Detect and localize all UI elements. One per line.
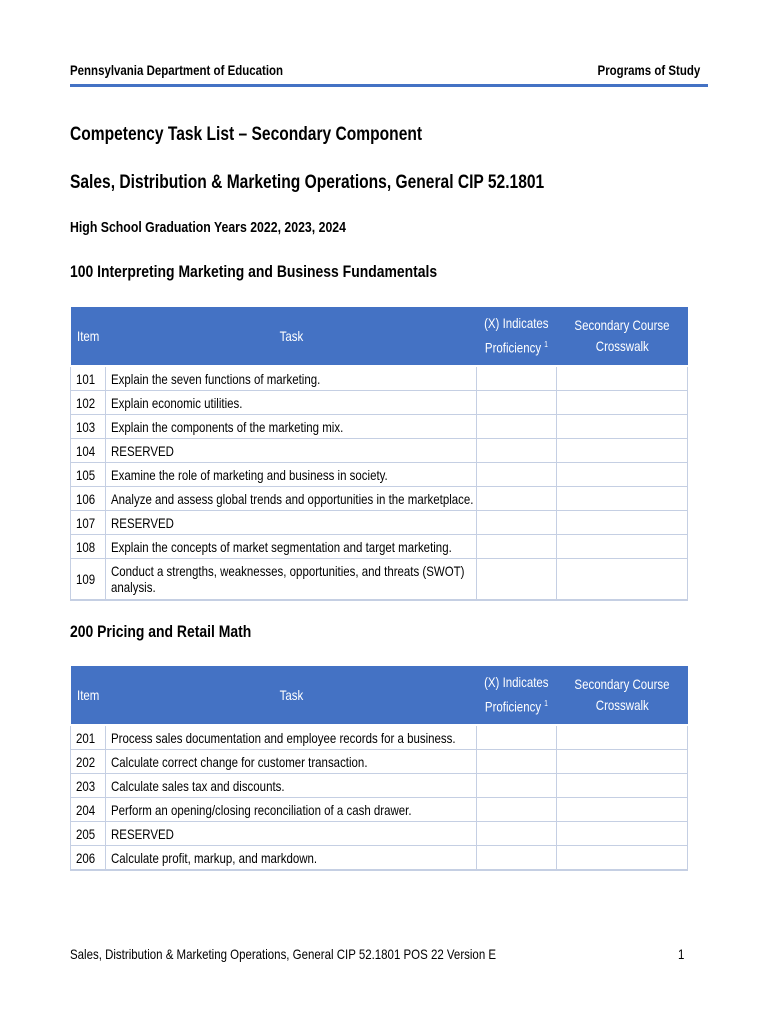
proficiency-cell[interactable]: [477, 846, 557, 871]
crosswalk-cell[interactable]: [557, 774, 688, 798]
proficiency-cell[interactable]: [477, 463, 557, 487]
table-row: [71, 725, 688, 750]
column-header-proficiency: (X) Indicates Proficiency $^1$: [477, 307, 557, 366]
crosswalk-cell[interactable]: [557, 463, 688, 487]
column-header-item: Item: [71, 307, 106, 366]
section-title-100: 100 Interpreting Marketing and Business Fundamentals: [70, 262, 438, 281]
task-description: Calculate sales tax and discounts.: [106, 774, 477, 798]
table-row: [71, 559, 688, 601]
task-description: Calculate correct change for customer transaction.: [106, 750, 477, 774]
table-row: [71, 366, 688, 391]
proficiency-cell[interactable]: [477, 822, 557, 846]
task-description: RESERVED: [106, 822, 477, 846]
crosswalk-cell[interactable]: [557, 750, 688, 774]
item-number: 203: [71, 774, 106, 798]
table-row: [71, 846, 688, 871]
proficiency-cell[interactable]: [477, 439, 557, 463]
proficiency-cell[interactable]: [477, 391, 557, 415]
item-number: 102: [71, 391, 106, 415]
crosswalk-cell[interactable]: [557, 487, 688, 511]
item-number: 106: [71, 487, 106, 511]
table-row: [71, 774, 688, 798]
proficiency-cell[interactable]: [477, 725, 557, 750]
crosswalk-cell[interactable]: [557, 535, 688, 559]
column-header-proficiency: (X) Indicates Proficiency $^1$: [477, 666, 557, 725]
item-number: 101: [71, 366, 106, 391]
task-description: Explain the components of the marketing mix.: [106, 415, 477, 439]
task-description: Perform an opening/closing reconciliation of a cash drawer.: [106, 798, 477, 822]
crosswalk-cell[interactable]: [557, 798, 688, 822]
column-header-item: Item: [71, 666, 106, 725]
proficiency-cell[interactable]: [477, 774, 557, 798]
task-description: Explain economic utilities.: [106, 391, 477, 415]
footer-text: Sales, Distribution & Marketing Operations, General CIP 52.1801 POS 22 Version E: [70, 946, 497, 962]
table-row: [71, 487, 688, 511]
crosswalk-cell[interactable]: [557, 366, 688, 391]
item-number: 105: [71, 463, 106, 487]
item-number: 201: [71, 725, 106, 750]
crosswalk-cell[interactable]: [557, 846, 688, 871]
graduation-years: High School Graduation Years 2022, 2023, 2024: [70, 219, 346, 236]
table-row: [71, 511, 688, 535]
crosswalk-cell[interactable]: [557, 725, 688, 750]
item-number: 205: [71, 822, 106, 846]
proficiency-cell[interactable]: [477, 535, 557, 559]
proficiency-cell[interactable]: [477, 366, 557, 391]
column-header-crosswalk: Secondary Course Crosswalk: [557, 307, 688, 366]
task-description: Conduct a strengths, weaknesses, opportunities, and threats (SWOT) analysis.: [106, 559, 477, 601]
item-number: 204: [71, 798, 106, 822]
proficiency-cell[interactable]: [477, 559, 557, 601]
item-number: 107: [71, 511, 106, 535]
table-row: [71, 822, 688, 846]
table-row: [71, 439, 688, 463]
page-header-left: Pennsylvania Department of Education: [70, 62, 284, 78]
table-row: [71, 415, 688, 439]
proficiency-cell[interactable]: [477, 511, 557, 535]
proficiency-cell[interactable]: [477, 750, 557, 774]
task-description: Calculate profit, markup, and markdown.: [106, 846, 477, 871]
column-header-crosswalk: Secondary Course Crosswalk: [557, 666, 688, 725]
table-row: [71, 391, 688, 415]
page-number: 1: [678, 946, 685, 962]
header-rule: [70, 84, 708, 87]
item-number: 108: [71, 535, 106, 559]
table-header-row: [71, 666, 688, 725]
page-header-right: Programs of Study: [597, 62, 700, 78]
task-description: Process sales documentation and employee records for a business.: [106, 725, 477, 750]
task-description: RESERVED: [106, 439, 477, 463]
task-description: Explain the seven functions of marketing.: [106, 366, 477, 391]
task-table-100: [70, 307, 688, 601]
item-number: 103: [71, 415, 106, 439]
item-number: 109: [71, 559, 106, 601]
task-description: Explain the concepts of market segmentation and target marketing.: [106, 535, 477, 559]
table-row: [71, 798, 688, 822]
crosswalk-cell[interactable]: [557, 822, 688, 846]
table-row: [71, 463, 688, 487]
crosswalk-cell[interactable]: [557, 511, 688, 535]
task-description: Examine the role of marketing and business in society.: [106, 463, 477, 487]
proficiency-cell[interactable]: [477, 798, 557, 822]
task-description: Analyze and assess global trends and opportunities in the marketplace.: [106, 487, 477, 511]
proficiency-cell[interactable]: [477, 415, 557, 439]
table-row: [71, 535, 688, 559]
crosswalk-cell[interactable]: [557, 439, 688, 463]
table-header-row: [71, 307, 688, 366]
item-number: 104: [71, 439, 106, 463]
crosswalk-cell[interactable]: [557, 415, 688, 439]
document-title: Competency Task List – Secondary Component: [70, 124, 423, 145]
item-number: 202: [71, 750, 106, 774]
table-row: [71, 750, 688, 774]
footnote-marker: 1: [544, 340, 548, 350]
crosswalk-cell[interactable]: [557, 559, 688, 601]
task-table-200: [70, 666, 688, 871]
section-title-200: 200 Pricing and Retail Math: [70, 622, 252, 641]
program-title: Sales, Distribution & Marketing Operations, General CIP 52.1801: [70, 172, 545, 193]
proficiency-cell[interactable]: [477, 487, 557, 511]
crosswalk-cell[interactable]: [557, 391, 688, 415]
task-description: RESERVED: [106, 511, 477, 535]
item-number: 206: [71, 846, 106, 871]
column-header-task: Task: [106, 666, 477, 725]
footnote-marker: 1: [544, 699, 548, 709]
column-header-task: Task: [106, 307, 477, 366]
